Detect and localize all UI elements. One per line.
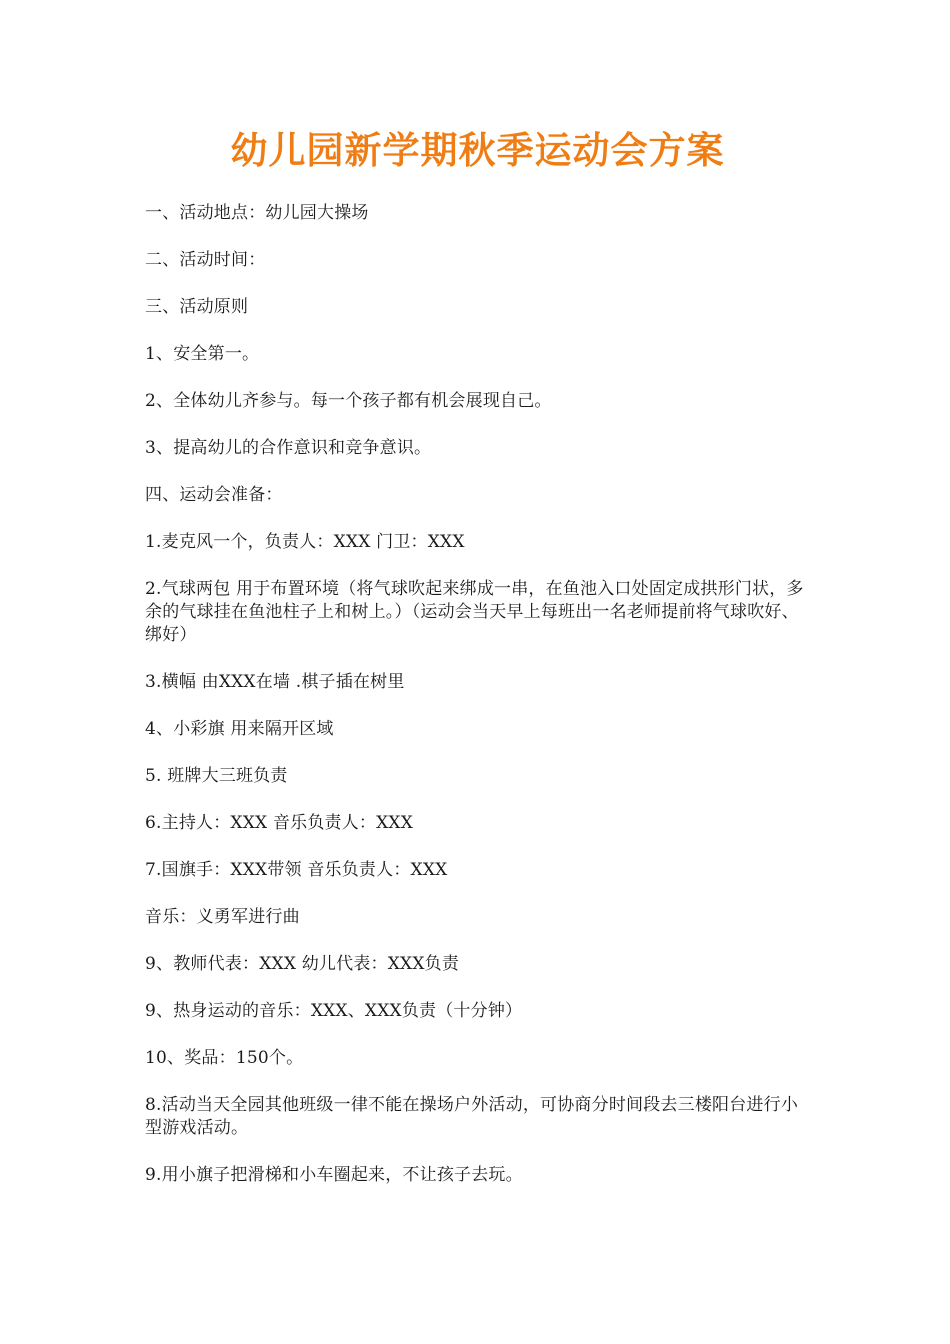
- paragraph-venue: 一、活动地点：幼儿园大操场: [145, 203, 369, 223]
- paragraph-warmup-music: 9、热身运动的音乐：XXX、XXX负责（十分钟）: [145, 1001, 523, 1021]
- paragraph-principle-1: 1、安全第一。: [145, 344, 260, 364]
- paragraph-principle-3: 3、提高幼儿的合作意识和竞争意识。: [145, 438, 432, 458]
- paragraph-prep-class-sign: 5. 班牌大三班负责: [145, 766, 288, 786]
- paragraph-slide-fence: 9.用小旗子把滑梯和小车圈起来，不让孩子去玩。: [145, 1165, 523, 1185]
- paragraph-representatives: 9、教师代表：XXX 幼儿代表：XXX负责: [145, 954, 460, 974]
- paragraph-other-classes: 8.活动当天全园其他班级一律不能在操场户外活动，可协商分时间段去三楼阳台进行小型游戏活动。: [145, 1095, 799, 1138]
- paragraph-prep-microphone: 1.麦克风一个，负责人：XXX 门卫：XXX: [145, 532, 465, 552]
- paragraph-prep-balloons: 2.气球两包 用于布置环境（将气球吹起来绑成一串，在鱼池入口处固定成拱形门状，多余的气球挂在鱼池柱子上和树上。）（运动会当天早上每班出一名老师提前将气球吹好、绑好）: [145, 579, 804, 645]
- document-title: 幼儿园新学期秋季运动会方案: [230, 129, 725, 172]
- paragraph-principles-heading: 三、活动原则: [145, 297, 249, 317]
- document-body: [145, 202, 810, 1187]
- paragraph-prep-banner: 3.横幅 由XXX在墙 .棋子插在树里: [145, 672, 405, 692]
- paragraph-time: 二、活动时间：: [145, 250, 266, 270]
- paragraph-principle-2: 2、全体幼儿齐参与。每一个孩子都有机会展现自己。: [145, 391, 552, 411]
- paragraph-music-anthem: 音乐：义勇军进行曲: [145, 907, 300, 927]
- paragraph-preparation-heading: 四、运动会准备：: [145, 485, 283, 505]
- paragraph-prep-host: 6.主持人：XXX 音乐负责人：XXX: [145, 813, 414, 833]
- paragraph-prep-flag-bearer: 7.国旗手：XXX带领 音乐负责人：XXX: [145, 860, 448, 880]
- paragraph-prep-flags: 4、小彩旗 用来隔开区域: [145, 719, 334, 739]
- paragraph-prizes: 10、奖品：150个。: [145, 1048, 304, 1068]
